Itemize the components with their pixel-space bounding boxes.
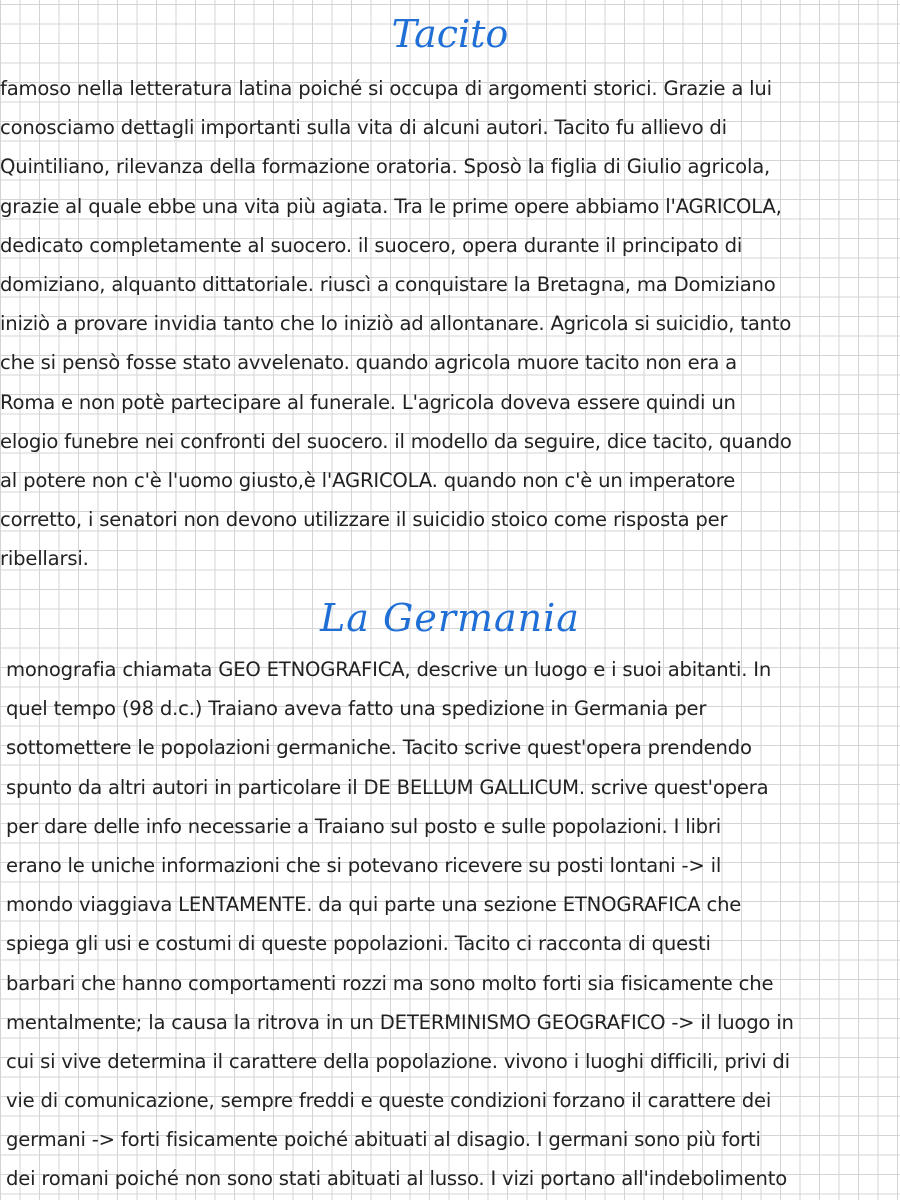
text-line: che si pensò fosse stato avvelenato. quando agricola muore tacito non era a: [0, 351, 737, 375]
text-line: grazie al quale ebbe una vita più agiata. Tra le prime opere abbiamo l'AGRICOLA,: [0, 194, 782, 218]
text-line: domiziano, alquanto dittatoriale. riuscì a conquistare la Bretagna, ma Domiziano: [0, 272, 776, 296]
text-line: elogio funebre nei confronti del suocero. il modello da seguire, dice tacito, quando: [0, 429, 792, 453]
text-line: iniziò a provare invidia tanto che lo iniziò ad allontanare. Agricola si suicidio, tanto: [0, 312, 792, 336]
text-line: Quintiliano, rilevanza della formazione oratoria. Sposò la figlia di Giulio agricola,: [0, 155, 771, 179]
text-line: quel tempo (98 d.c.) Traiano aveva fatto una spedizione in Germania per: [6, 697, 707, 721]
text-line: mentalmente; la causa la ritrova in un DETERMINISMO GEOGRAFICO -> il luogo in: [6, 1010, 794, 1034]
text-line: mondo viaggiava LENTAMENTE. da qui parte una sezione ETNOGRAFICA che: [6, 893, 742, 917]
text-line: monografia chiamata GEO ETNOGRAFICA, descrive un luogo e i suoi abitanti. In: [6, 658, 772, 681]
text-line: dei romani poiché non sono stati abituati al lusso. I vizi portano all'indebolimento: [6, 1167, 788, 1191]
text-line: spiega gli usi e costumi di queste popolazioni. Tacito ci racconta di questi: [6, 932, 711, 956]
text-line: famoso nella letteratura latina poiché si occupa di argomenti storici. Grazie a lui: [0, 77, 772, 100]
text-line: sottomettere le popolazioni germaniche. Tacito scrive quest'opera prendendo: [6, 736, 752, 760]
text-line: cui si vive determina il carattere della popolazione. vivono i luoghi difficili, privi di: [6, 1049, 790, 1073]
text-line: barbari che hanno comportamenti rozzi ma sono molto forti sia fisicamente che: [6, 971, 774, 995]
text-line: per dare delle info necessarie a Traiano sul posto e sulle popolazioni. I libri: [6, 814, 722, 838]
section-title-la-germania: La Germania: [320, 596, 580, 640]
text-line: vie di comunicazione, sempre freddi e queste condizioni forzano il carattere dei: [6, 1089, 772, 1113]
text-line: erano le uniche informazioni che si potevano ricevere su posti lontani -> il: [6, 853, 722, 877]
section-title-tacito: Tacito: [391, 12, 509, 56]
text-line: ribellarsi.: [0, 547, 89, 571]
section-body-tacito: [0, 69, 792, 578]
text-line: corretto, i senatori non devono utilizzare il suicidio stoico come risposta per: [0, 508, 728, 532]
text-line: dedicato completamente al suocero. il suocero, opera durante il principato di: [0, 233, 743, 257]
text-line: Roma e non potè partecipare al funerale. L'agricola doveva essere quindi un: [0, 390, 736, 414]
text-line: al potere non c'è l'uomo giusto,è l'AGRICOLA. quando non c'è un imperatore: [0, 468, 736, 492]
section-body-la-germania: [6, 650, 794, 1199]
text-line: spunto da altri autori in particolare il DE BELLUM GALLICUM. scrive quest'opera: [6, 775, 769, 799]
text-line: germani -> forti fisicamente poiché abituati al disagio. I germani sono più forti: [6, 1128, 761, 1152]
text-line: conosciamo dettagli importanti sulla vita di alcuni autori. Tacito fu allievo di: [0, 116, 727, 140]
